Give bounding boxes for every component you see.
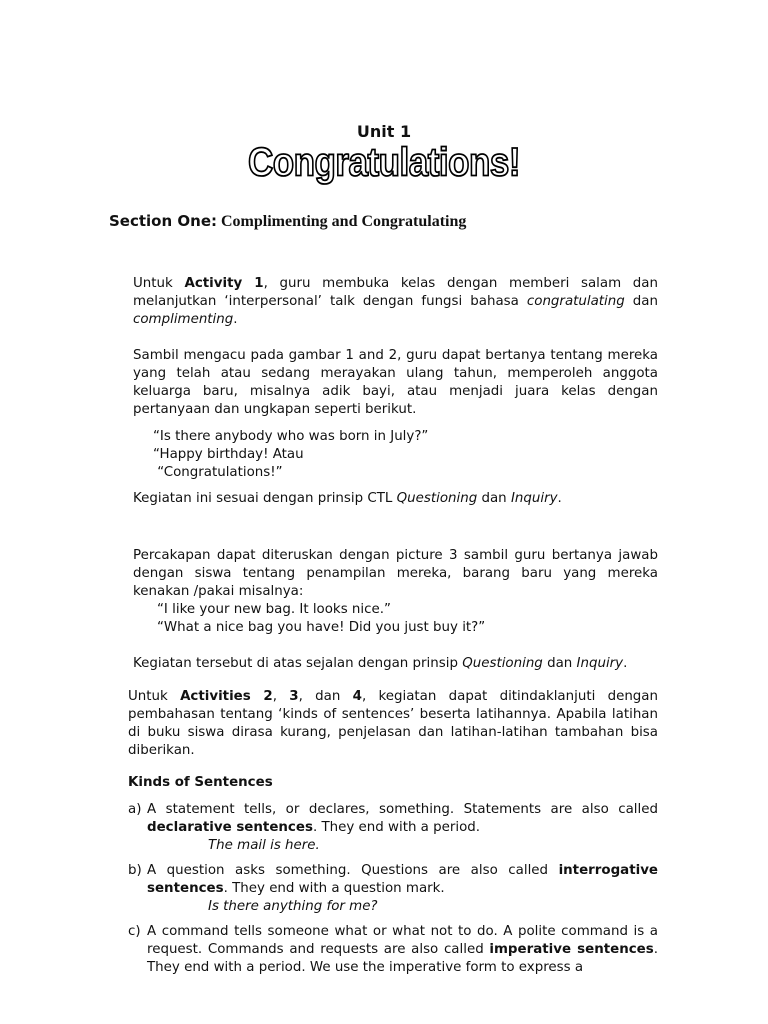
- text: dan: [477, 491, 511, 506]
- bold-text: Activity 1: [184, 276, 264, 291]
- list-item-text: [147, 923, 658, 977]
- list-item-text: [147, 801, 658, 837]
- list-marker: b): [128, 863, 142, 878]
- section-label: Section One:: [109, 212, 217, 230]
- bold-text: Activities 2: [180, 689, 273, 704]
- list-marker: c): [128, 924, 141, 939]
- text: .: [557, 491, 562, 506]
- bold-text: interrogative sentences: [147, 863, 658, 896]
- quote-line: “What a nice bag you have! Did you just buy it?”: [157, 620, 486, 635]
- italic-text: Questioning: [396, 491, 478, 506]
- text: dan: [542, 656, 577, 671]
- italic-text: complimenting: [133, 312, 234, 327]
- text: Untuk: [133, 276, 185, 291]
- list-item-text: [147, 862, 658, 898]
- unit-title: Congratulations!: [248, 140, 520, 185]
- bold-text: 3: [289, 689, 299, 704]
- paragraph-picture-3: Percakapan dapat diteruskan dengan picture 3 sambil guru bertanya jawab dengan siswa tentang penampilan mereka, barang baru yang mereka kenakan /pakai misalnya:: [133, 548, 658, 599]
- paragraph-pictures: Sambil mengacu pada gambar 1 and 2, guru dapat bertanya tentang mereka yang telah atau sedang merayakan ulang tahun, memperoleh anggota keluarga baru, misalnya adik bayi, atau menjadi juara kelas dengan pertanyaan dan ungkapan seperti berikut.: [133, 348, 658, 417]
- text: Untuk: [128, 689, 181, 704]
- text: .: [623, 656, 628, 671]
- list-item: [128, 862, 658, 916]
- text: .: [233, 312, 238, 327]
- list-item: [128, 801, 658, 855]
- text: dan: [624, 294, 658, 309]
- section-title: Complimenting and Congratulating: [221, 213, 467, 230]
- text: ,: [272, 689, 290, 704]
- quote-line: “Is there anybody who was born in July?”: [153, 429, 429, 444]
- text: A statement tells, or declares, something. Statements are also called: [147, 802, 658, 817]
- text: , dan: [298, 689, 353, 704]
- text: Kegiatan tersebut di atas sejalan dengan prinsip: [133, 656, 463, 671]
- text: A question asks something. Questions are also called: [147, 863, 559, 878]
- paragraph-questioning: [133, 655, 658, 673]
- paragraph-ctl: [133, 490, 658, 508]
- italic-text: Inquiry: [510, 491, 558, 506]
- paragraph-activities-2-4: [128, 688, 658, 760]
- quote-line: “I like your new bag. It looks nice.”: [157, 602, 391, 617]
- text: . They end with a question mark.: [223, 881, 445, 896]
- paragraph-activity-1: [133, 275, 658, 329]
- quote-line: “Congratulations!”: [153, 465, 283, 480]
- italic-text: Inquiry: [576, 656, 624, 671]
- text: . They end with a period. We use the imperative form to express a: [147, 942, 658, 975]
- quote-line: “Happy birthday! Atau: [153, 447, 304, 462]
- list-item: [128, 923, 658, 977]
- text: Kegiatan ini sesuai dengan prinsip CTL: [133, 491, 397, 506]
- text: , guru membuka kelas dengan memberi salam dan melanjutkan ‘interpersonal’ talk dengan fungsi bahasa: [133, 276, 658, 309]
- bold-text: imperative sentences: [489, 942, 654, 957]
- text: . They end with a period.: [312, 820, 481, 835]
- italic-text: Questioning: [462, 656, 543, 671]
- bold-text: 4: [352, 689, 362, 704]
- section-heading: [109, 212, 466, 231]
- bold-text: declarative sentences: [147, 820, 313, 835]
- kinds-heading: Kinds of Sentences: [128, 775, 273, 790]
- example-sentence: The mail is here.: [208, 838, 320, 853]
- text: , kegiatan dapat ditindaklanjuti dengan pembahasan tentang ‘kinds of sentences’ beserta latihannya. Apabila latihan di buku siswa dirasa kurang, penjelasan dan latihan-latihan tambahan bisa diberikan.: [128, 689, 658, 758]
- example-sentence: Is there anything for me?: [208, 899, 378, 914]
- list-marker: a): [128, 802, 142, 817]
- italic-text: congratulating: [526, 294, 625, 309]
- unit-label: Unit 1: [356, 122, 412, 141]
- text: A command tells someone what or what not to do. A polite command is a request. Commands and requests are also called: [147, 924, 658, 957]
